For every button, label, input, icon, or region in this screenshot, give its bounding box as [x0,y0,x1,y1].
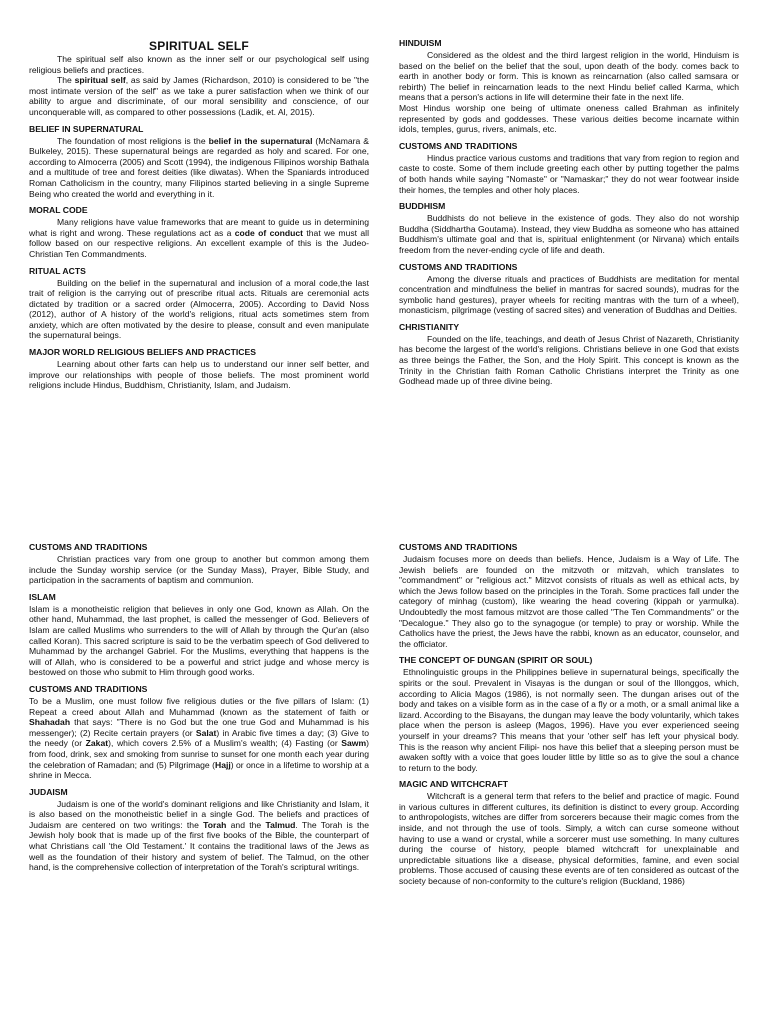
buddhism-heading: BUDDHISM [399,201,446,212]
column-top-right [399,38,739,387]
islam-customs-heading: CUSTOMS AND TRADITIONS [29,683,148,694]
magic-paragraph: Witchcraft is a general term that refers to the belief and practice of magic. Found in various cultures in different cultures, its definition is distinct to every group. According to anthropologists, witches are differ from sorcerers because their magic comes from the inside, and not through the use of tools. Simply, a witch can curse someone without having to use a wand or crystal, while a sorcerer must use something. In many cultures during the course of history, people blamed witchcraft for unexplainable and unpredictable situations like a disease, physical deformities, famine, and even social problems. Those accused of causing these events are of ten considered as outcast of the society because of non-conformity to the culture's religion (Buckland, 1986) [399,791,739,887]
ritual-acts-heading: RITUAL ACTS [29,265,86,276]
major-religions-paragraph: Learning about other farts can help us to understand our inner self better, and improve our relationships with people of those beliefs. The most prominent world religions include Hindus, Buddhism, Christianity, Islam, and Judaism. [29,359,369,391]
page-title: SPIRITUAL SELF [149,39,249,53]
magic-heading: MAGIC AND WITCHCRAFT [399,779,508,790]
christianity-paragraph: Founded on the life, teachings, and death of Jesus Christ of Nazareth, Christianity has become the largest of the world's religions. Christians believe in one God that exists as three beings the Father, the Son, and the Holy Spirit. This concept is known as the Trinity in the Christian faith Roman Catholic Christians interpret the Trinity as one Godhead made up of three divine being. [399,333,739,387]
hindu-customs-paragraph: Hindus practice various customs and traditions that vary from region to region and caste to coste. Some of them include greeting each other by putting together the palms of both hands while saying "Nomaste" or "Namaskar;" they do not wear footwear inside their homes, the temples and other holy places. [399,152,739,195]
christian-customs-heading: CUSTOMS AND TRADITIONS [29,542,148,552]
ritual-acts-paragraph: Building on the belief in the supernatural and inclusion of a moral code,the last trait of religion is the carrying out of prescribe ritual acts. Rituals are ceremonial acts dictated by tradition or a sacred order (Almocerra, 2005). According to David Noss (2012), author of A history of the world's religions, ritual acts sometimes stem from anxiety, which are often motivated by the desire to please, consult and even manipulate the supernatural beings. [29,277,369,341]
judaism-heading: JUDAISM [29,786,68,797]
hinduism-paragraph-2: Most Hindus worship one being of ultimate oneness called Brahman as infinitely represented by gods and goddesses. These various deities become incarnate within idols, temples, gurus, rivers, animals, etc. [399,102,739,135]
belief-heading: BELIEF IN SUPERNATURAL [29,123,144,134]
column-bottom-left [29,542,369,873]
dungan-heading: THE CONCEPT OF DUNGAN (SPIRIT OR SOUL) [399,655,593,666]
islam-heading: ISLAM [29,591,56,602]
christian-customs-paragraph: Christian practices vary from one group to another but common among them include the Sunday worship service (or the Sunday Mass), Prayer, Bible Study, and participation in the sacraments of baptism and communion. [29,554,369,586]
islam-customs-paragraph: To be a Muslim, one must follow five religious duties or the five pillars of Islam: (1) Repeat a creed about Allah and Muhammad (known as the statement of faith or Shahadah that says: "There is no God but the one true God and Muhammad is his messenger); (2) Recite certain prayers (or Salat) in Arabic five times a day; (3) Give to the needy (or Zakat), which covers 2.5% of a Muslim's wealth; (4) Fasting (or Sawm) from food, drink, sex and smoking from sunrise to sunset for one month each year during the celebration of Ramadan; and (5) Pilgrimage (Hajj) or once in a lifetime to worship at a shrine in Mecca. [29,695,369,781]
judaism-paragraph: Judaism is one of the world's dominant religions and like Christianity and Islam, it is also based on the monotheistic belief in a single God. The beliefs and practices of Judaism are centered on two writings: the Torah and the Talmud. The Torah is the Jewish holy book that is made up of the first five books of the Bible, the counterpart of what Christians call 'the Old Testament.' It contains the traditional laws of the Jews as well as the foundation of their history and system of belief. The Talmud, on the other hand, is the comprehensive collection of interpretation of the Torah's scriptural writings. [29,798,369,873]
dungan-paragraph: Ethnolinguistic groups in the Philippines believe in supernatural beings, specifically the spirits or the soul. Prevalent in Visayas is the dungan or soul of the Illonggos, which, according to Alicia Magos (1986), is not normally seen. The dungan arises out of the body and takes on a visible form as in the case of a fly or a moth, or a small animal like a lizard. According to the Bisayans, the dungan may leave the body voluntarily, which takes place when the person is asleep (Magos, 1996). Have you ever experienced seeing yourself in your dreams? This means that your 'other self' has left your physical body. This is the reason why ancient Filipi- nos have this belief that a sleeping person must be awaken softly with a voice that goes louder little by little so as to give the soul a chance to return to the body. [399,667,739,773]
intro-paragraph: The spiritual self also known as the inner self or our psychological self using religious beliefs and practices. [29,54,369,75]
moral-code-paragraph: Many religions have value frameworks that are meant to guide us in determining what is right and wrong. These regulations act as a code of conduct that we must all follow based on our respective religions. An excellent example of this is the Judeo-Christian Ten Commandments. [29,217,369,259]
christianity-heading: CHRISTIANITY [399,321,460,332]
buddhist-customs-heading: CUSTOMS AND TRADITIONS [399,261,518,272]
hinduism-heading: HINDUISM [399,38,442,48]
spiritual-self-paragraph: The spiritual self, as said by James (Richardson, 2010) is considered to be "the most intimate version of the self" as we take a purer satisfaction when we think of our ability to argue and discriminate, of our moral sensibility and conscience, of our unconquerable will, as compared to other possessions (Ladik, et. Al, 2015). [29,75,369,117]
judaism-customs-heading: CUSTOMS AND TRADITIONS [399,542,518,552]
column-bottom-right [399,542,739,887]
moral-code-heading: MORAL CODE [29,205,88,216]
belief-paragraph: The foundation of most religions is the belief in the supernatural (McNamara & Bulkeley, 2015). These supernatural beings are regarded as holy and scared. For one, according to Almocerra (2005) and Scott (1994), the indigenous Filipinos worship Bathala and a multitude of tree and forest deities (like diwatas). When the Spaniards introduced Roman Catholicism in the country, many Filipinos started believing in a single Supreme Being who created the world and everything in it. [29,135,369,199]
islam-paragraph: Islam is a monotheistic religion that believes in only one God, known as Allah. On the other hand, Muhammad, the last prophet, is called the messenger of God. Believers of Islam are called Muslims who surrenders to the will of Allah by through the Qur'an (also called Koran). This sacred scripture is said to be the verbatim speech of God delivered to Muhammad by the archangel Gabriel. For the Muslims, everything that happens is the will of Allah, who is considered to be a powerful and strict judge and whose mercy is bestowed on those who submit to Him through good works. [29,603,369,678]
hinduism-paragraph: Considered as the oldest and the third largest religion in the world, Hinduism is based on the belief on the belief that the soul, upon death of the body. comes back to earth in another body or form. This is known as reincarnation (also called samsara or rebirth) The belief in reincarnation leads to the next Hindu belief called Karma, which means that a person's actions in life will determine their fate in the next life. [399,50,739,103]
hindu-customs-heading: CUSTOMS AND TRADITIONS [399,140,518,151]
major-religions-heading: MAJOR WORLD RELIGIOUS BELIEFS AND PRACTICES [29,347,256,358]
buddhism-paragraph: Buddhists do not believe in the existence of gods. They also do not worship Buddha (Siddhartha Goutama). Instead, they view Buddha as someone who has attained Buddhism's ultimate goal and that is, spiritual enlightenment (or Nirvana) which entails freedom from the never-ending cycle of life and death. [399,213,739,255]
buddhist-customs-paragraph: Among the diverse rituals and practices of Buddhists are meditation for mental concentration and mindfulness the belief in mantras for sacred sounds), mudras for the symbolic hand gestures), prayer wheels for reciting mantras with the turn of a wheel), monasticism, pilgrimage (vesting of sacred sites) and veneration of Buddhas and Deities. [399,273,739,316]
judaism-customs-paragraph: Judaism focuses more on deeds than beliefs. Hence, Judaism is a Way of Life. The Jewish beliefs are founded on the mitzvoth or mitzvah, which translates to "commandment" or "religious act." Mitzvot consists of rituals as well as ethical acts, by which the Jews follow based on the principles in the Torah. Some practices fall under the category of minhag (custom), like wearing the head covering (kippah or yarmulka). Undoubtedly the most famous mitzvot are those called "The Ten Commandments" or the "Decalogue." They also go to the synagogue (or temple) to pray or worship. While the Catholics have the priest, the Jews have the rabbi, known as an educator, counselor, and the officiator. [399,554,739,649]
column-top-left [29,38,369,391]
